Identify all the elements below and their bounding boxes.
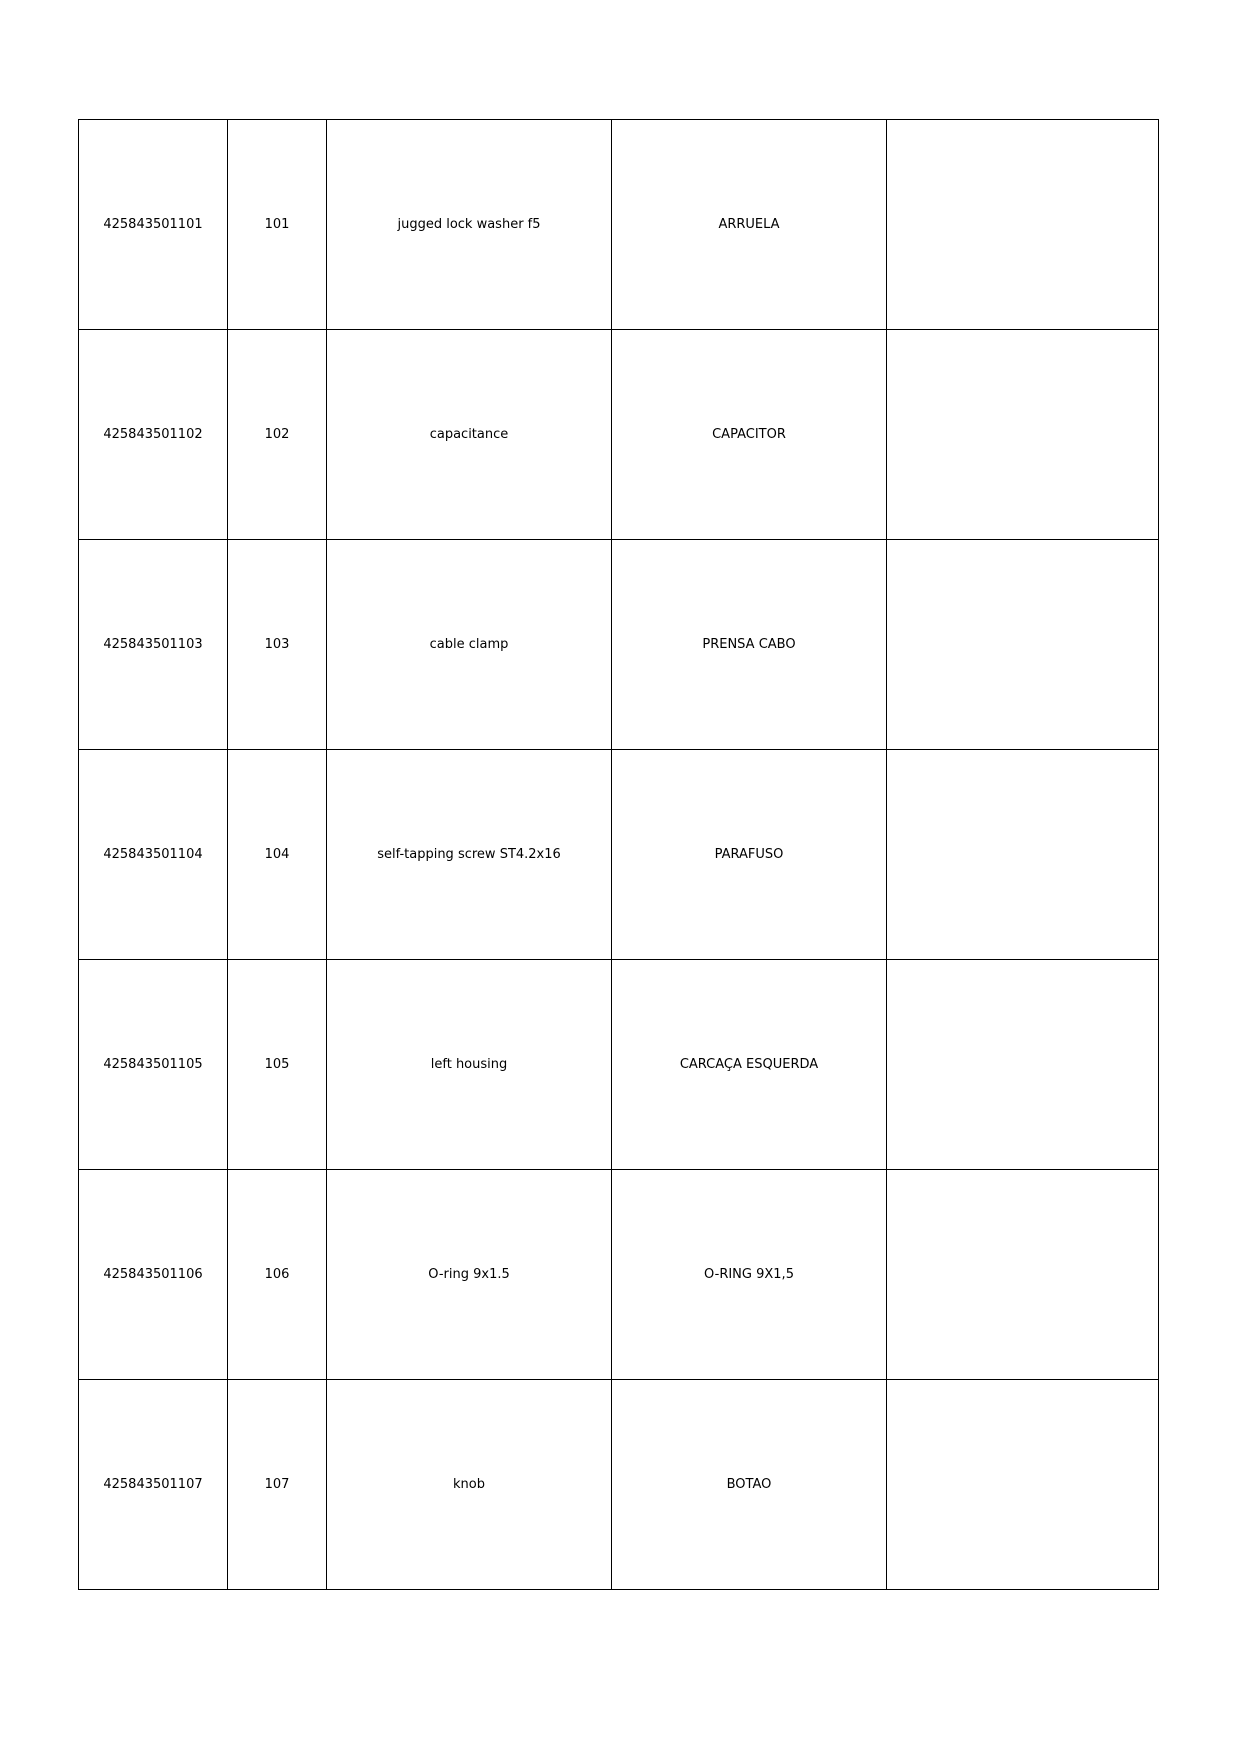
notes-cell [887, 330, 1159, 540]
table-row [79, 1170, 1159, 1380]
item-number-cell: 104 [228, 750, 327, 960]
table-row [79, 1380, 1159, 1590]
notes-cell [887, 960, 1159, 1170]
part-code-cell: 425843501101 [79, 120, 228, 330]
description-en-cell: left housing [327, 960, 612, 1170]
table-row [79, 540, 1159, 750]
item-number-cell: 102 [228, 330, 327, 540]
description-pt-cell: CAPACITOR [612, 330, 887, 540]
part-code-cell: 425843501106 [79, 1170, 228, 1380]
description-pt-cell: O-RING 9X1,5 [612, 1170, 887, 1380]
item-number-cell: 106 [228, 1170, 327, 1380]
notes-cell [887, 1170, 1159, 1380]
description-en-cell: capacitance [327, 330, 612, 540]
notes-cell [887, 120, 1159, 330]
description-pt-cell: BOTAO [612, 1380, 887, 1590]
part-code-cell: 425843501103 [79, 540, 228, 750]
notes-cell [887, 750, 1159, 960]
description-en-cell: self-tapping screw ST4.2x16 [327, 750, 612, 960]
part-code-cell: 425843501107 [79, 1380, 228, 1590]
description-en-cell: cable clamp [327, 540, 612, 750]
description-en-cell: jugged lock washer f5 [327, 120, 612, 330]
description-pt-cell: PRENSA CABO [612, 540, 887, 750]
item-number-cell: 101 [228, 120, 327, 330]
notes-cell [887, 1380, 1159, 1590]
item-number-cell: 107 [228, 1380, 327, 1590]
part-code-cell: 425843501104 [79, 750, 228, 960]
description-pt-cell: PARAFUSO [612, 750, 887, 960]
description-en-cell: knob [327, 1380, 612, 1590]
item-number-cell: 105 [228, 960, 327, 1170]
table-row [79, 960, 1159, 1170]
parts-table [78, 119, 1159, 1590]
item-number-cell: 103 [228, 540, 327, 750]
table-row [79, 120, 1159, 330]
description-pt-cell: CARCAÇA ESQUERDA [612, 960, 887, 1170]
description-en-cell: O-ring 9x1.5 [327, 1170, 612, 1380]
part-code-cell: 425843501105 [79, 960, 228, 1170]
part-code-cell: 425843501102 [79, 330, 228, 540]
table-row [79, 330, 1159, 540]
description-pt-cell: ARRUELA [612, 120, 887, 330]
notes-cell [887, 540, 1159, 750]
table-row [79, 750, 1159, 960]
